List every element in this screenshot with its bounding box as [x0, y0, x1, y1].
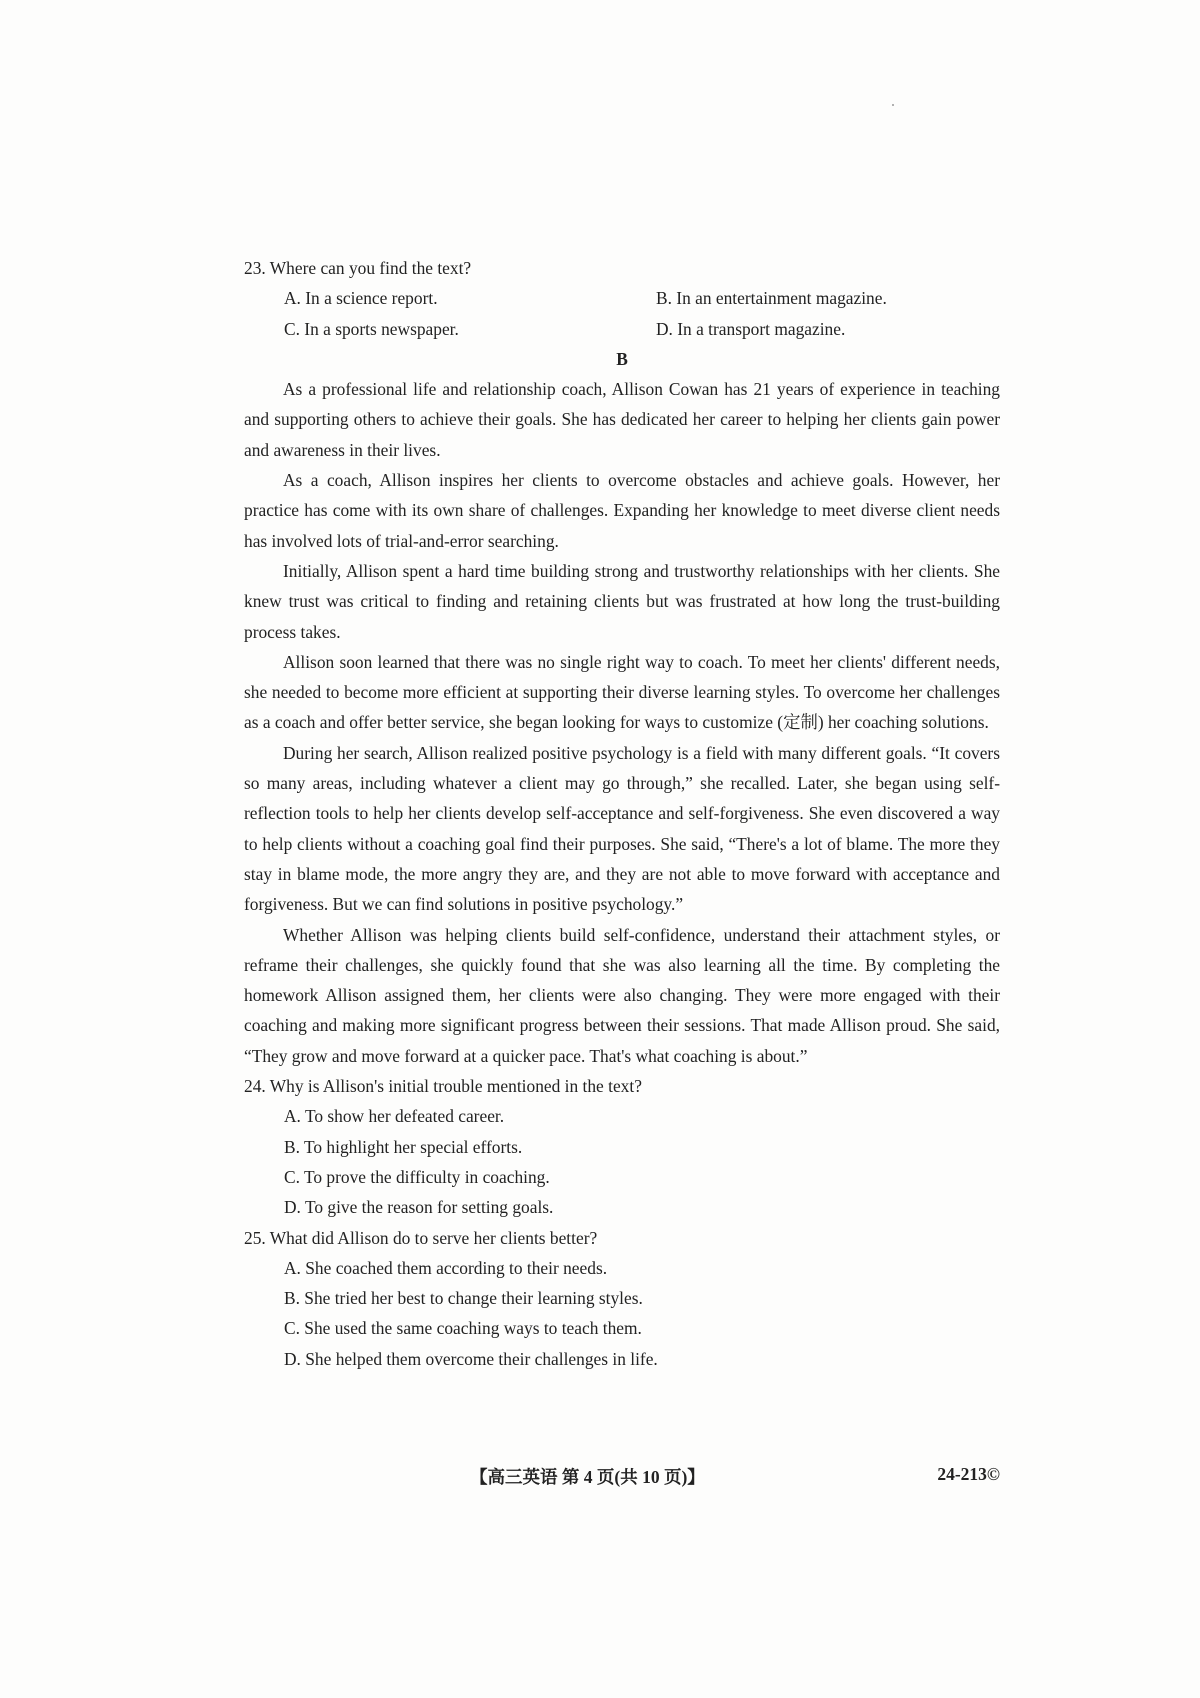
question-25-option-c: C. She used the same coaching ways to teach them.: [284, 1318, 642, 1339]
question-24-stem: 24. Why is Allison's initial trouble mentioned in the text?: [244, 1076, 642, 1097]
page-content: [244, 253, 1000, 1374]
question-25-option-b: B. She tried her best to change their learning styles.: [284, 1288, 643, 1309]
passage-paragraph-5: During her search, Allison realized positive psychology is a field with many different goals. “It covers so many areas, including whatever a client may go through,” she recalled. Later, she began using self-reflection tools to help her clients develop self-acceptance and self-forgiveness. She even discovered a way to help clients without a coaching goal find their purposes. She said, “There's a lot of blame. The more they stay in blame mode, the more angry they are, and they are not able to move forward with acceptance and forgiveness. But we can find solutions in positive psychology.”: [244, 742, 1000, 915]
question-24-option-c: C. To prove the difficulty in coaching.: [284, 1166, 550, 1187]
question-25: [244, 1223, 1000, 1374]
question-24: [244, 1071, 1000, 1222]
question-23: [244, 253, 1000, 344]
question-24-option-b: B. To highlight her special efforts.: [284, 1136, 523, 1157]
question-23-option-a: A. In a science report.: [284, 288, 438, 309]
question-25-option-a: A. She coached them according to their needs.: [284, 1257, 608, 1278]
question-23-stem: 23. Where can you find the text?: [244, 258, 472, 278]
passage-paragraph-3: Initially, Allison spent a hard time building strong and trustworthy relationships with her clients. She knew trust was critical to finding and retaining clients but was frustrated at how long the trust-building process takes.: [244, 560, 1000, 642]
question-23-option-b: B. In an entertainment magazine.: [656, 288, 887, 309]
question-24-option-a: A. To show her defeated career.: [284, 1106, 505, 1127]
page-footer: [470, 1464, 1000, 1494]
question-25-stem: 25. What did Allison do to serve her clients better?: [244, 1227, 598, 1248]
passage: [244, 374, 1000, 1071]
scan-speck: [892, 104, 894, 106]
passage-paragraph-4: Allison soon learned that there was no single right way to coach. To meet her clients' different needs, she needed to become more efficient at supporting their diverse learning styles. To overcome her challenges as a coach and offer better service, she began looking for ways to customize (定制) her coaching solutions.: [244, 651, 1000, 733]
exam-code: 24-213©: [937, 1464, 1000, 1484]
question-25-option-d: D. She helped them overcome their challenges in life.: [284, 1348, 658, 1369]
question-24-option-d: D. To give the reason for setting goals.: [284, 1197, 554, 1218]
passage-paragraph-6: Whether Allison was helping clients build self-confidence, understand their attachment styles, or reframe their challenges, she quickly found that she was also learning all the time. By completing the homework Allison assigned them, her clients were also changing. They were more engaged with their coaching and making more significant progress between their sessions. That made Allison proud. She said, “They grow and move forward at a quicker pace. That's what coaching is about.”: [244, 924, 1000, 1066]
question-23-options: [244, 283, 1000, 344]
page-number-label: 【高三英语 第 4 页(共 10 页)】: [470, 1467, 705, 1487]
question-23-option-d: D. In a transport magazine.: [656, 318, 846, 339]
passage-paragraph-2: As a coach, Allison inspires her clients to overcome obstacles and achieve goals. However, her practice has come with its own share of challenges. Expanding her knowledge to meet diverse client needs has involved lots of trial-and-error searching.: [244, 470, 1000, 551]
passage-paragraph-1: As a professional life and relationship coach, Allison Cowan has 21 years of experience in teaching and supporting others to achieve their goals. She has dedicated her career to helping her clients gain power and awareness in their lives.: [244, 379, 1000, 460]
question-23-option-c: C. In a sports newspaper.: [284, 318, 459, 339]
section-heading: B: [616, 348, 628, 369]
